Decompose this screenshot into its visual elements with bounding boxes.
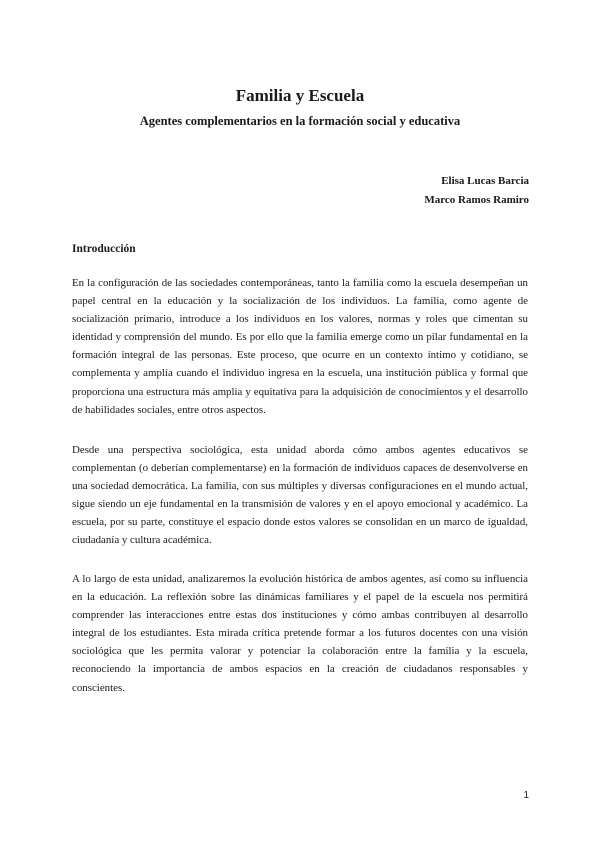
author-name: Elisa Lucas Barcia: [441, 175, 529, 187]
section-heading-introduccion: Introducción: [72, 243, 136, 255]
document-title: Familia y Escuela: [235, 86, 365, 105]
document-subtitle: Agentes complementarios en la formación social y educativa: [139, 114, 461, 128]
page-number: 1: [523, 790, 529, 801]
paragraph: A lo largo de esta unidad, analizaremos la evolución histórica de ambos agentes, así como su influencia en la educación. La reflexión sobre las dinámicas familiares y el papel de la escuela nos permitirá comprender las interacciones entre estas dos instituciones y cómo ambas contribuyen al desarrollo integral de los estudiantes. Esta mirada crítica pretende formar a los futuros docentes con una visión sociológica que les permita valorar y potenciar la colaboración entre la familia y la escuela, reconociendo la importancia de ambos espacios en la creación de ciudadanos responsables y conscientes.: [72, 573, 528, 694]
author-list: [424, 172, 529, 210]
paragraph: Desde una perspectiva sociológica, esta unidad aborda cómo ambos agentes educativos se complementan (o deberían complementarse) en la formación de individuos capaces de desenvolverse en una sociedad democrática. La familia, con sus múltiples y diversas configuraciones en el mundo actual, sigue siendo un eje fundamental en la transmisión de valores y en el apoyo emocional y académico. La escuela, por su parte, constituye el espacio donde estos valores se consolidan en un marco de igualdad, ciudadanía y cultura académica.: [72, 444, 528, 547]
paragraph: En la configuración de las sociedades contemporáneas, tanto la familia como la escuela desempeñan un papel central en la educación y la socialización de los individuos. La familia, como agente de socialización primario, introduce a los individuos en los valores, normas y roles que cimentan su identidad y comprensión del mundo. Es por ello que la familia emerge como un pilar fundamental en la formación integral de las personas. Este proceso, que ocurre en un contexto íntimo y cotidiano, se complementa y amplía cuando el individuo ingresa en la escuela, una institución pública y formal que proporciona una estructura más amplia y equitativa para la adquisición de conocimientos y el desarrollo de habilidades sociales, entre otros aspectos.: [72, 277, 528, 416]
author-name: Marco Ramos Ramiro: [424, 194, 529, 206]
